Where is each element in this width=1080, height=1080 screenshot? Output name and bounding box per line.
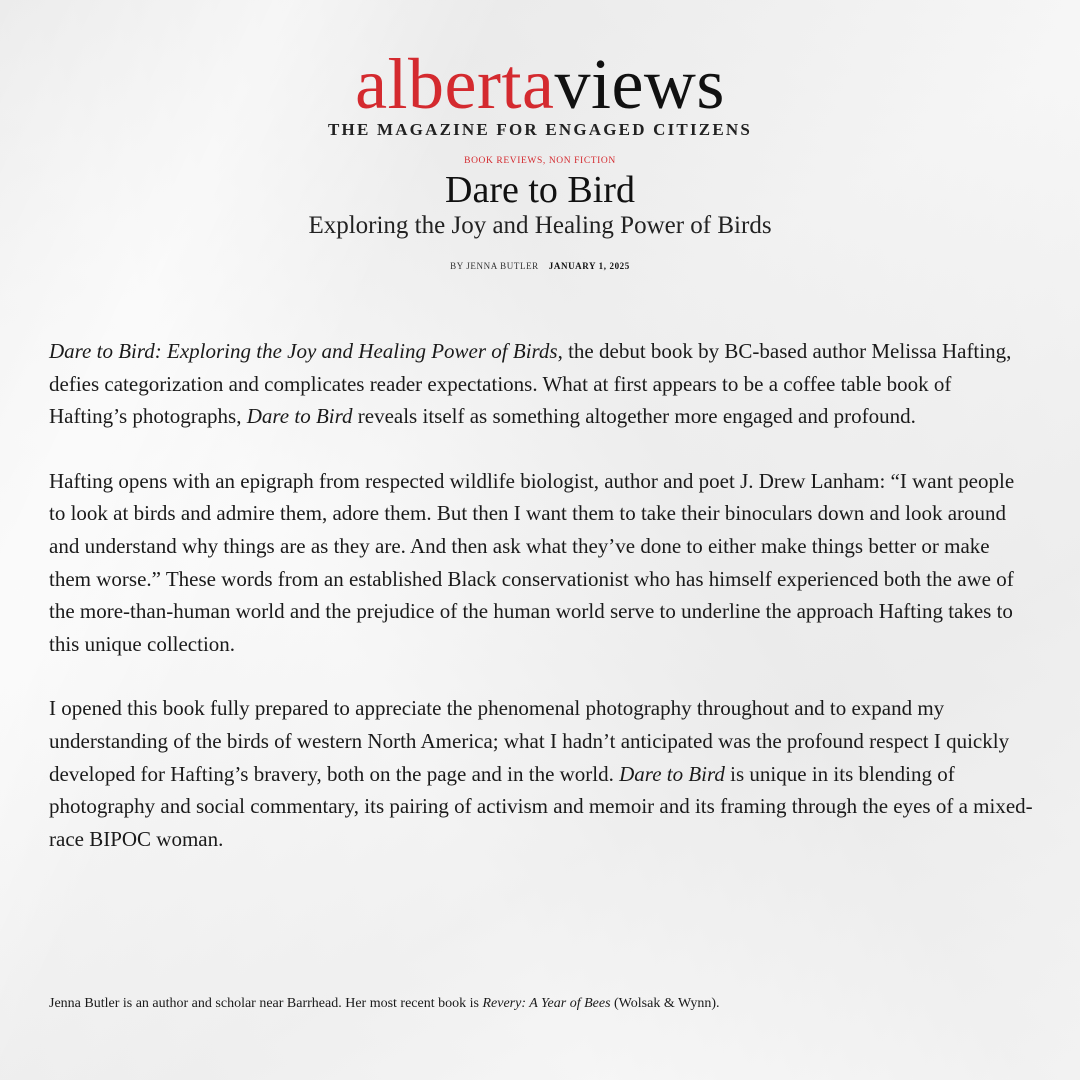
bio-text-b: (Wolsak & Wynn). [610, 996, 720, 1011]
publish-date: JANUARY 1, 2025 [548, 261, 630, 271]
article-title: Dare to Bird [445, 169, 635, 211]
paragraph-3 [49, 692, 1034, 855]
category-links [0, 156, 1080, 166]
article-body [49, 335, 1034, 887]
paragraph-1 [49, 335, 1034, 433]
byline [0, 261, 1080, 271]
paragraph-3-text-a: I opened this book fully prepared to appreciate the phenomenal photography throughout and to expand my understanding of the birds of western North America; what I hadn’t anticipated was the profound respect I quickly developed for Hafting’s bravery, both on the page and in the world. [49, 696, 1010, 786]
category-non-fiction[interactable]: NON FICTION [548, 156, 616, 166]
article-subtitle: Exploring the Joy and Healing Power of Birds [308, 212, 772, 239]
paragraph-2: Hafting opens with an epigraph from respected wildlife biologist, author and poet J. Drew Lanham: “I want people to look at birds and admire them, adore them. But then I want them to take their binoculars down and look around and understand why things are as they are. And then ask what they’ve done to either make things better or make them worse.” These words from an established Black conservationist who has himself experienced both the awe of the more-than-human world and the prejudice of the human world serve to underline the approach Hafting takes to this unique collection. [49, 468, 1015, 656]
book-title-italic-p3: Dare to Bird [619, 761, 725, 786]
masthead [0, 44, 1080, 140]
bio-text-a: Jenna Butler is an author and scholar near Barrhead. Her most recent book is [49, 996, 483, 1011]
logo-alberta: alberta [355, 44, 555, 124]
albertaviews-logo[interactable] [0, 44, 1080, 124]
author-byline[interactable]: BY JENNA BUTLER [450, 261, 539, 271]
paragraph-3-text-b: is unique in its blending of photography and social commentary, its pairing of activism and memoir and its framing through the eyes of a mixed-race BIPOC woman. [49, 761, 1033, 851]
logo-views: views [554, 44, 725, 124]
bio-book-title: Revery: A Year of Bees [482, 996, 611, 1011]
category-book-reviews[interactable]: BOOK REVIEWS [464, 156, 543, 166]
book-title-italic: Dare to Bird: Exploring the Joy and Healing Power of Birds [49, 339, 558, 363]
author-bio [49, 994, 1034, 1014]
article-header [0, 156, 1080, 271]
tagline: THE MAGAZINE FOR ENGAGED CITIZENS [328, 120, 752, 139]
paragraph-1-text-b: reveals itself as something altogether more engaged and profound. [352, 404, 916, 429]
book-title-italic-short: Dare to Bird [246, 404, 353, 429]
category-separator: , [542, 156, 549, 166]
paragraph-1-text-a: , the debut book by BC-based author Melissa Hafting, defies categorization and complicates reader expectations. What at first appears to be a coffee table book of Hafting’s photographs, [49, 339, 1012, 429]
